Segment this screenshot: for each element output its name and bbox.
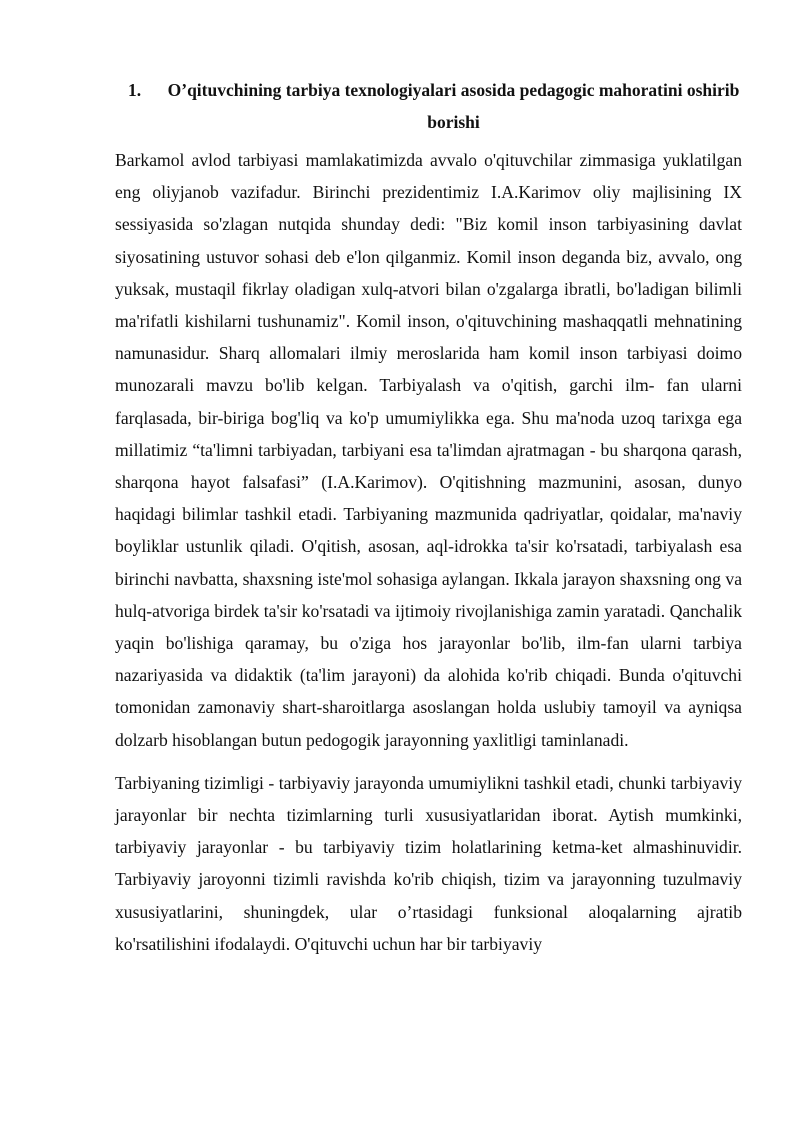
- section-title: O’qituvchining tarbiya texnologiyalari asosida pedagogic mahoratini oshirib borishi: [167, 80, 740, 132]
- body-paragraph: Tarbiyaning tizimligi - tarbiyaviy jarayonda umumiylikni tashkil etadi, chunki tarbiyaviy jarayonlar bir nechta tizimlarning turli xususiyatlaridan iborat. Aytish mumkinki, tarbiyaviy jarayonlar - bu tarbiyaviy tizim holatlarining ketma-ket almashinuvidir. Tarbiyaviy jaroyonni tizimli ravishda ko'rib chiqish, tizim va jarayonning tuzulmaviy xususiyatlarini, shuningdek, ular o’rtasidagi funksional aloqalarning ajratib ko'rsatilishini ifodalaydi. O'qituvchi uchun har bir tarbiyaviy: [115, 772, 742, 954]
- section-heading: [115, 74, 742, 138]
- body-paragraph: Barkamol avlod tarbiyasi mamlakatimizda avvalo o'qituvchilar zimmasiga yuklatilgan eng oliyjanob vazifadur. Birinchi prezidentimiz I.A.Karimov oliy majlisining IX sessiyasida so'zlagan nutqida shunday dedi: "Biz komil inson tarbiyasining davlat siyosatining ustuvor sohasi deb e'lon qilganmiz. Komil inson deganda biz, avvalo, ong yuksak, mustaqil fikrlay oladigan xulq-atvori bilan o'zgalarga ibratli, bo'ladigan bilimli ma'rifatli kishilarni tushunamiz". Komil inson, o'qituvchining mashaqqatli mehnatining namunasidur. Sharq allomalari ilmiy meroslarida ham komil inson tarbiyasi doimo munozarali mavzu bo'lib kelgan. Tarbiyalash va o'qitish, garchi ilm- fan ularni farqlasada, bir-biriga bog'liq va ko'p umumiylikka ega. Shu ma'noda uzoq tarixga ega millatimiz “ta'limni tarbiyadan, tarbiyani esa ta'limdan ajratmagan - bu sharqona qarash, sharqona hayot falsafasi” (I.A.Karimov). O'qitishning mazmunini, asosan, dunyo haqidagi bilimlar tashkil etadi. Tarbiyaning mazmunida qadriyatlar, qoidalar, ma'naviy boyliklar ustunlik qiladi. O'qitish, asosan, aql-idrokka ta'sir ko'rsatadi, tarbiyalash esa birinchi navbatta, shaxsning iste'mol sohasiga aylangan. Ikkala jarayon shaxsning ong va hulq-atvoriga birdek ta'sir ko'rsatadi va ijtimoiy rivojlanishiga zamin yaratadi. Qanchalik yaqin bo'lishiga qaramay, bu o'ziga hos jarayonlar bo'lib, ilm-fan ularni tarbiya nazariyasida va didaktik (ta'lim jarayoni) da alohida ko'rib chiqadi. Bunda o'qituvchi tomonidan zamonaviy shart-sharoitlarga asoslangan holda uslubiy tamoyil va ayniqsa dolzarb hisoblangan butun pedogogik jarayonning yaxlitligi taminlanadi.: [115, 150, 742, 750]
- section-number: 1.: [128, 80, 142, 100]
- document-page: [115, 74, 742, 971]
